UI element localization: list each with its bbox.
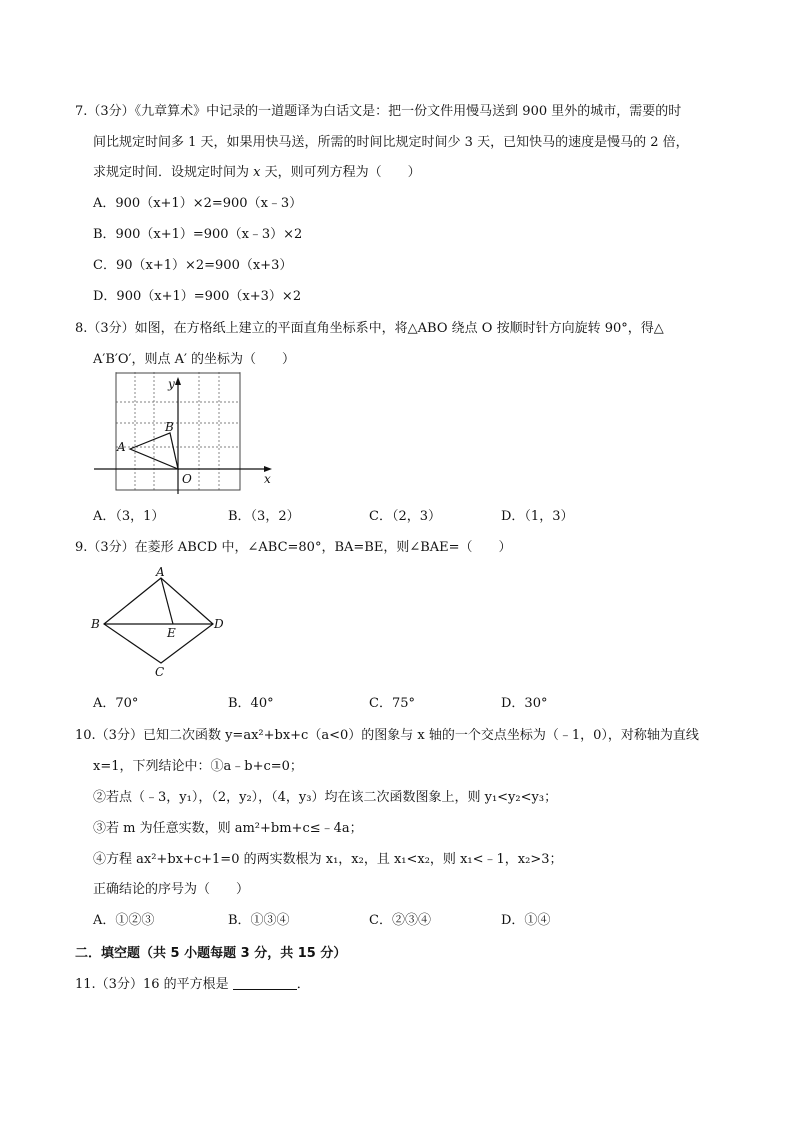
q8-y-arrow: [175, 377, 181, 385]
q8-line-1: 8.（3分）如图，在方格纸上建立的平面直角坐标系中，将△ABO 绕点 O 按顺时针方向旋转 90°，得△: [75, 321, 664, 336]
q7-line-3-a: 求规定时间．设规定时间为: [93, 165, 254, 180]
q9-segment-ae: [161, 578, 173, 624]
q8-label-y: y: [168, 377, 175, 391]
q8-option-d[interactable]: D．（1，3）: [501, 509, 574, 524]
q11-answer-blank[interactable]: [233, 977, 297, 990]
q9-option-d[interactable]: D．30°: [501, 696, 548, 711]
q8-option-b[interactable]: B．（3，2）: [228, 509, 300, 524]
q9-label-a: A: [156, 565, 165, 579]
q7-option-b[interactable]: B．900（x+1）=900（x﹣3）×2: [93, 227, 303, 242]
q11-end: ．: [296, 977, 310, 992]
q10-prompt: 正确结论的序号为（ ）: [93, 882, 250, 897]
q7-line-1: 7.（3分）《九章算术》中记录的一道题译为白话文是：把一份文件用慢马送到 900 里外的城市，需要的时: [75, 104, 682, 119]
q8-option-c[interactable]: C．（2，3）: [369, 509, 441, 524]
q8-option-a[interactable]: A．（3，1）: [93, 509, 165, 524]
q9-option-a[interactable]: A．70°: [93, 696, 139, 711]
q8-label-b: B: [165, 420, 174, 434]
q9-rhombus-figure: [88, 564, 238, 682]
q9-line-1: 9.（3分）在菱形 ABCD 中，∠ABC=80°，BA=BE，则∠BAE=（ ）: [75, 540, 512, 555]
q9-label-b: B: [91, 617, 100, 631]
q7-line-3-b: 天，则可列方程为（ ）: [260, 165, 421, 180]
q11-text: 11.（3分）16 的平方根是: [75, 977, 229, 992]
q10-statement-4: ④方程 ax²+bx+c+1=0 的两实数根为 x₁，x₂，且 x₁<x₂，则 x₁<﹣1，x₂>3；: [93, 852, 563, 867]
q7-option-c[interactable]: C．90（x+1）×2=900（x+3）: [93, 258, 293, 273]
q7-line-2: 间比规定时间多 1 天，如果用快马送，所需的时间比规定时间少 3 天，已知快马的速度是慢马的 2 倍，: [93, 135, 689, 150]
q9-option-b[interactable]: B．40°: [228, 696, 274, 711]
q10-option-d[interactable]: D．①④: [501, 913, 551, 928]
q8-line-2: A′B′O′，则点 A′ 的坐标为（ ）: [93, 352, 296, 367]
q10-option-c[interactable]: C．②③④: [369, 913, 431, 928]
q8-label-x: x: [264, 472, 271, 486]
q9-label-c: C: [155, 665, 165, 679]
q10-option-b[interactable]: B．①③④: [228, 913, 290, 928]
q10-line-1: 10.（3分）已知二次函数 y=ax²+bx+c（a<0）的图象与 x 轴的一个交点坐标为（﹣1，0），对称轴为直线: [75, 728, 699, 743]
q7-line-3: [93, 164, 421, 182]
q8-triangle-abo: [130, 433, 178, 469]
q10-line-2: x=1，下列结论中：①a﹣b+c=0；: [93, 759, 303, 774]
q9-label-d: D: [214, 617, 224, 631]
q9-option-c[interactable]: C．75°: [369, 696, 415, 711]
q7-option-d[interactable]: D．900（x+1）=900（x+3）×2: [93, 289, 302, 304]
section-2-title: 二．填空题（共 5 小题每题 3 分，共 15 分）: [75, 946, 347, 961]
q9-label-e: E: [167, 626, 176, 640]
q8-coordinate-figure: [90, 372, 290, 494]
q11-line: [75, 976, 310, 994]
q7-var-x: x: [253, 165, 261, 180]
q7-option-a[interactable]: A．900（x+1）×2=900（x﹣3）: [93, 196, 303, 211]
q10-option-a[interactable]: A．①②③: [93, 913, 155, 928]
q10-statement-3: ③若 m 为任意实数，则 am²+bm+c≤﹣4a；: [93, 821, 363, 836]
q8-label-a: A: [117, 440, 126, 454]
q9-rhombus: [104, 578, 213, 663]
q8-label-o: O: [182, 472, 192, 486]
q10-statement-2: ②若点（﹣3，y₁），（2，y₂），（4，y₃）均在该二次函数图象上，则 y₁<y₂<y₃；: [93, 790, 558, 805]
